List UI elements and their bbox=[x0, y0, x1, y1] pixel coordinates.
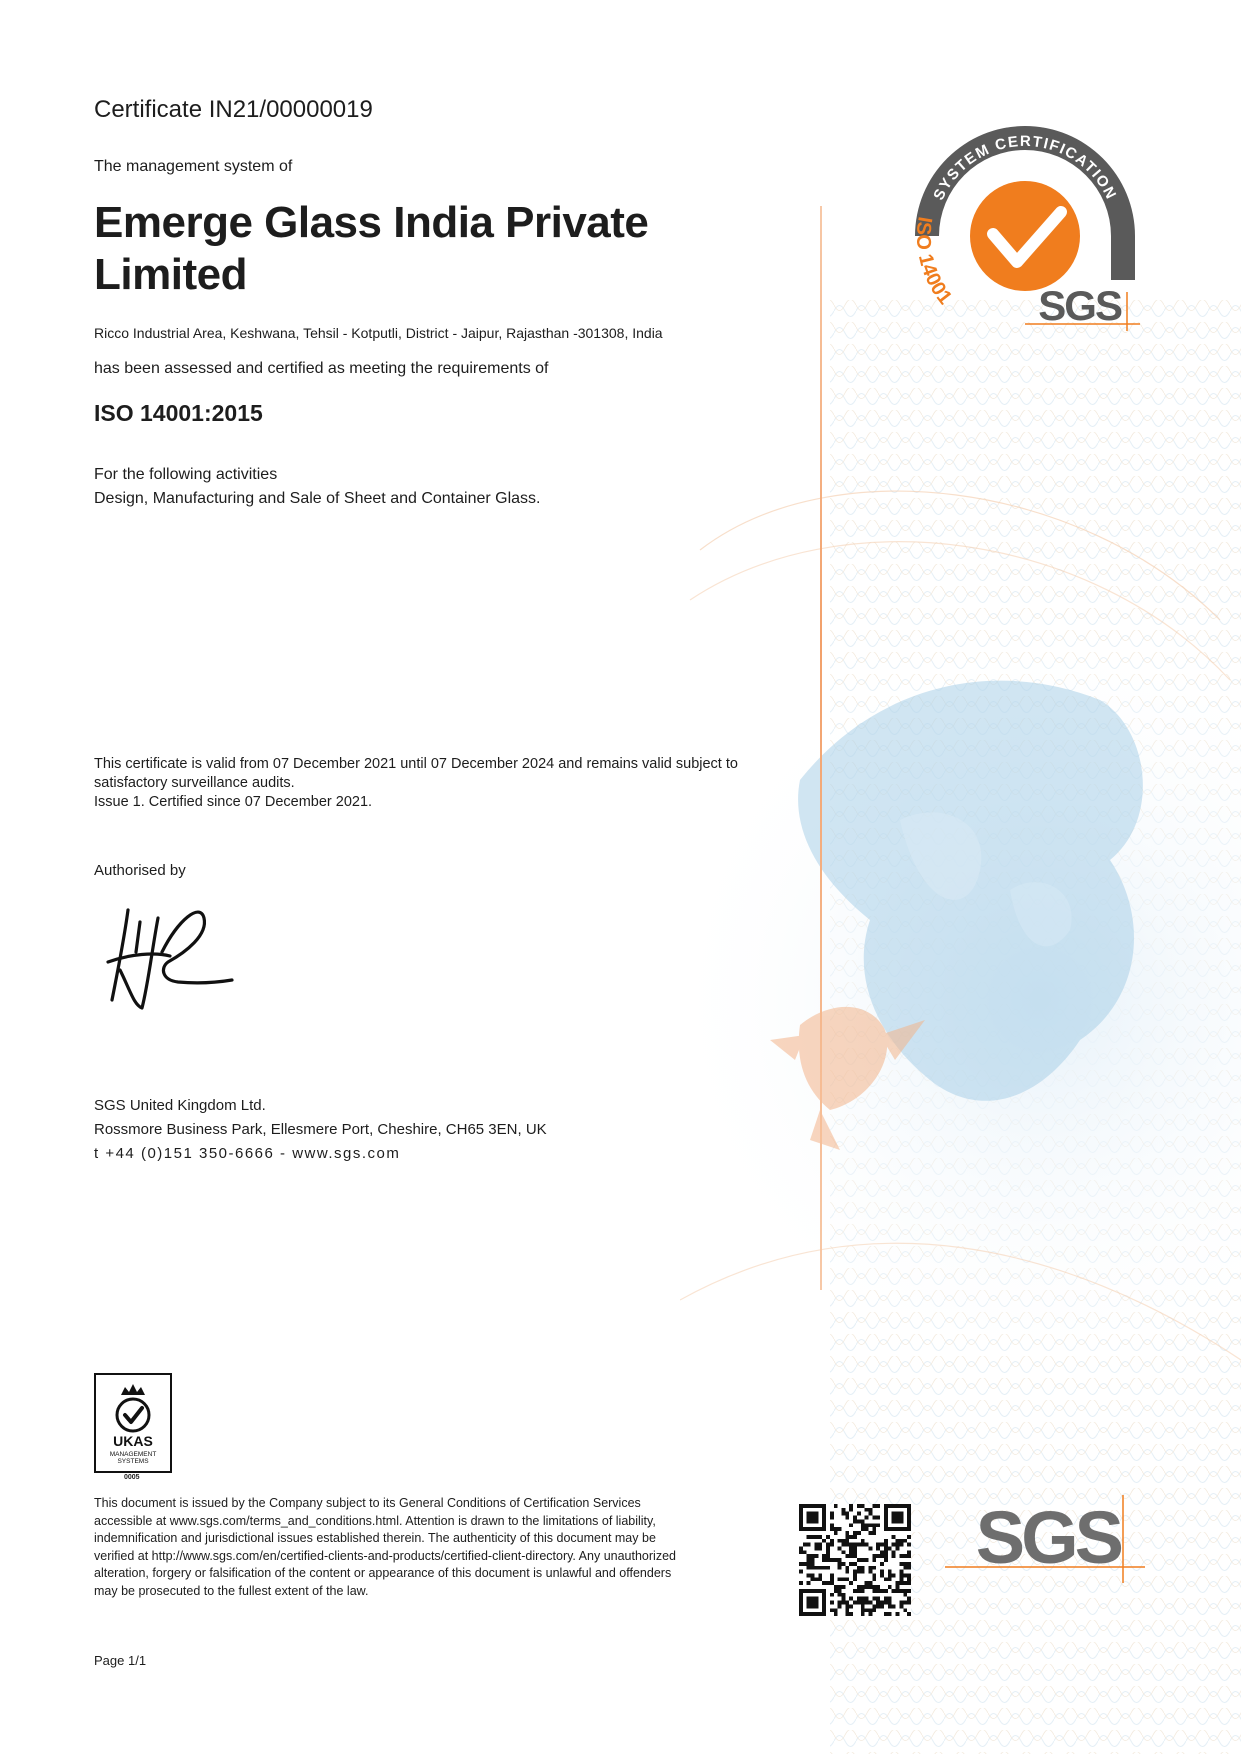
legal-line-2: accessible at www.sgs.com/terms_and_conditions.html. Attention is drawn to the limitations of liability, bbox=[94, 1513, 656, 1528]
legal-disclaimer bbox=[94, 1495, 734, 1600]
ukas-sub-2: SYSTEMS bbox=[117, 1458, 149, 1465]
certificate-number: Certificate IN21/00000019 bbox=[94, 96, 373, 123]
issuer-address: Rossmore Business Park, Ellesmere Port, Cheshire, CH65 3EN, UK bbox=[94, 1121, 547, 1138]
legal-line-3: indemnification and jurisdictional issues established therein. The authenticity of this document may be bbox=[94, 1531, 656, 1545]
ukas-sub-1: MANAGEMENT bbox=[109, 1451, 157, 1458]
legal-line-1: This document is issued by the Company subject to its General Conditions of Certification Services bbox=[94, 1496, 641, 1510]
mark-iso-text: ISO 14001 bbox=[911, 215, 957, 309]
vertical-divider-line bbox=[820, 206, 822, 1290]
sgs-footer-logo bbox=[945, 1495, 1145, 1585]
ukas-label: UKAS bbox=[113, 1433, 153, 1449]
mark-arc-text: SYSTEM CERTIFICATION bbox=[930, 132, 1120, 203]
company-address: Ricco Industrial Area, Keshwana, Tehsil - Kotputli, District - Jaipur, Rajasthan -301308, India bbox=[94, 325, 663, 341]
validity-line-2: satisfactory surveillance audits. bbox=[94, 775, 295, 791]
assessed-statement: has been assessed and certified as meeting the requirements of bbox=[94, 360, 549, 377]
legal-line-4: verified at http://www.sgs.com/en/certified-clients-and-products/certified-client-directory. Any unauthorized bbox=[94, 1548, 676, 1563]
ukas-accreditation-logo bbox=[94, 1373, 172, 1473]
ukas-number: 0005 bbox=[124, 1474, 140, 1481]
svg-text:ISO 14001 bbox=[912, 215, 956, 309]
legal-line-6: may be prosecuted to the fullest extent of the law. bbox=[94, 1583, 369, 1598]
footer-sgs-text: SGS bbox=[975, 1496, 1120, 1579]
company-name: Emerge Glass India Private Limited bbox=[94, 198, 649, 299]
mark-sgs-logo: SGS bbox=[1038, 282, 1121, 329]
validity-line-1: This certificate is valid from 07 December 2021 until 07 December 2024 and remains valid subject to bbox=[94, 756, 738, 772]
authorised-by-label: Authorised by bbox=[94, 862, 186, 879]
issue-line: Issue 1. Certified since 07 December 2021. bbox=[94, 794, 373, 810]
legal-line-5: alteration, forgery or falsification of the content or appearance of this document is unlawful and offenders bbox=[94, 1566, 672, 1580]
activities-intro: For the following activities bbox=[94, 466, 278, 483]
signature-image bbox=[100, 890, 240, 1015]
sgs-iso-14001-certification-mark bbox=[905, 116, 1145, 356]
qr-code[interactable] bbox=[799, 1504, 911, 1616]
activities-scope: Design, Manufacturing and Sale of Sheet and Container Glass. bbox=[94, 490, 541, 507]
page-number: Page 1/1 bbox=[94, 1653, 147, 1668]
validity-block bbox=[94, 755, 774, 812]
issuer-name: SGS United Kingdom Ltd. bbox=[94, 1097, 266, 1114]
iso-standard: ISO 14001:2015 bbox=[94, 400, 263, 426]
management-system-intro: The management system of bbox=[94, 158, 293, 175]
issuer-contact: t +44 (0)151 350-6666 - www.sgs.com bbox=[94, 1145, 401, 1162]
